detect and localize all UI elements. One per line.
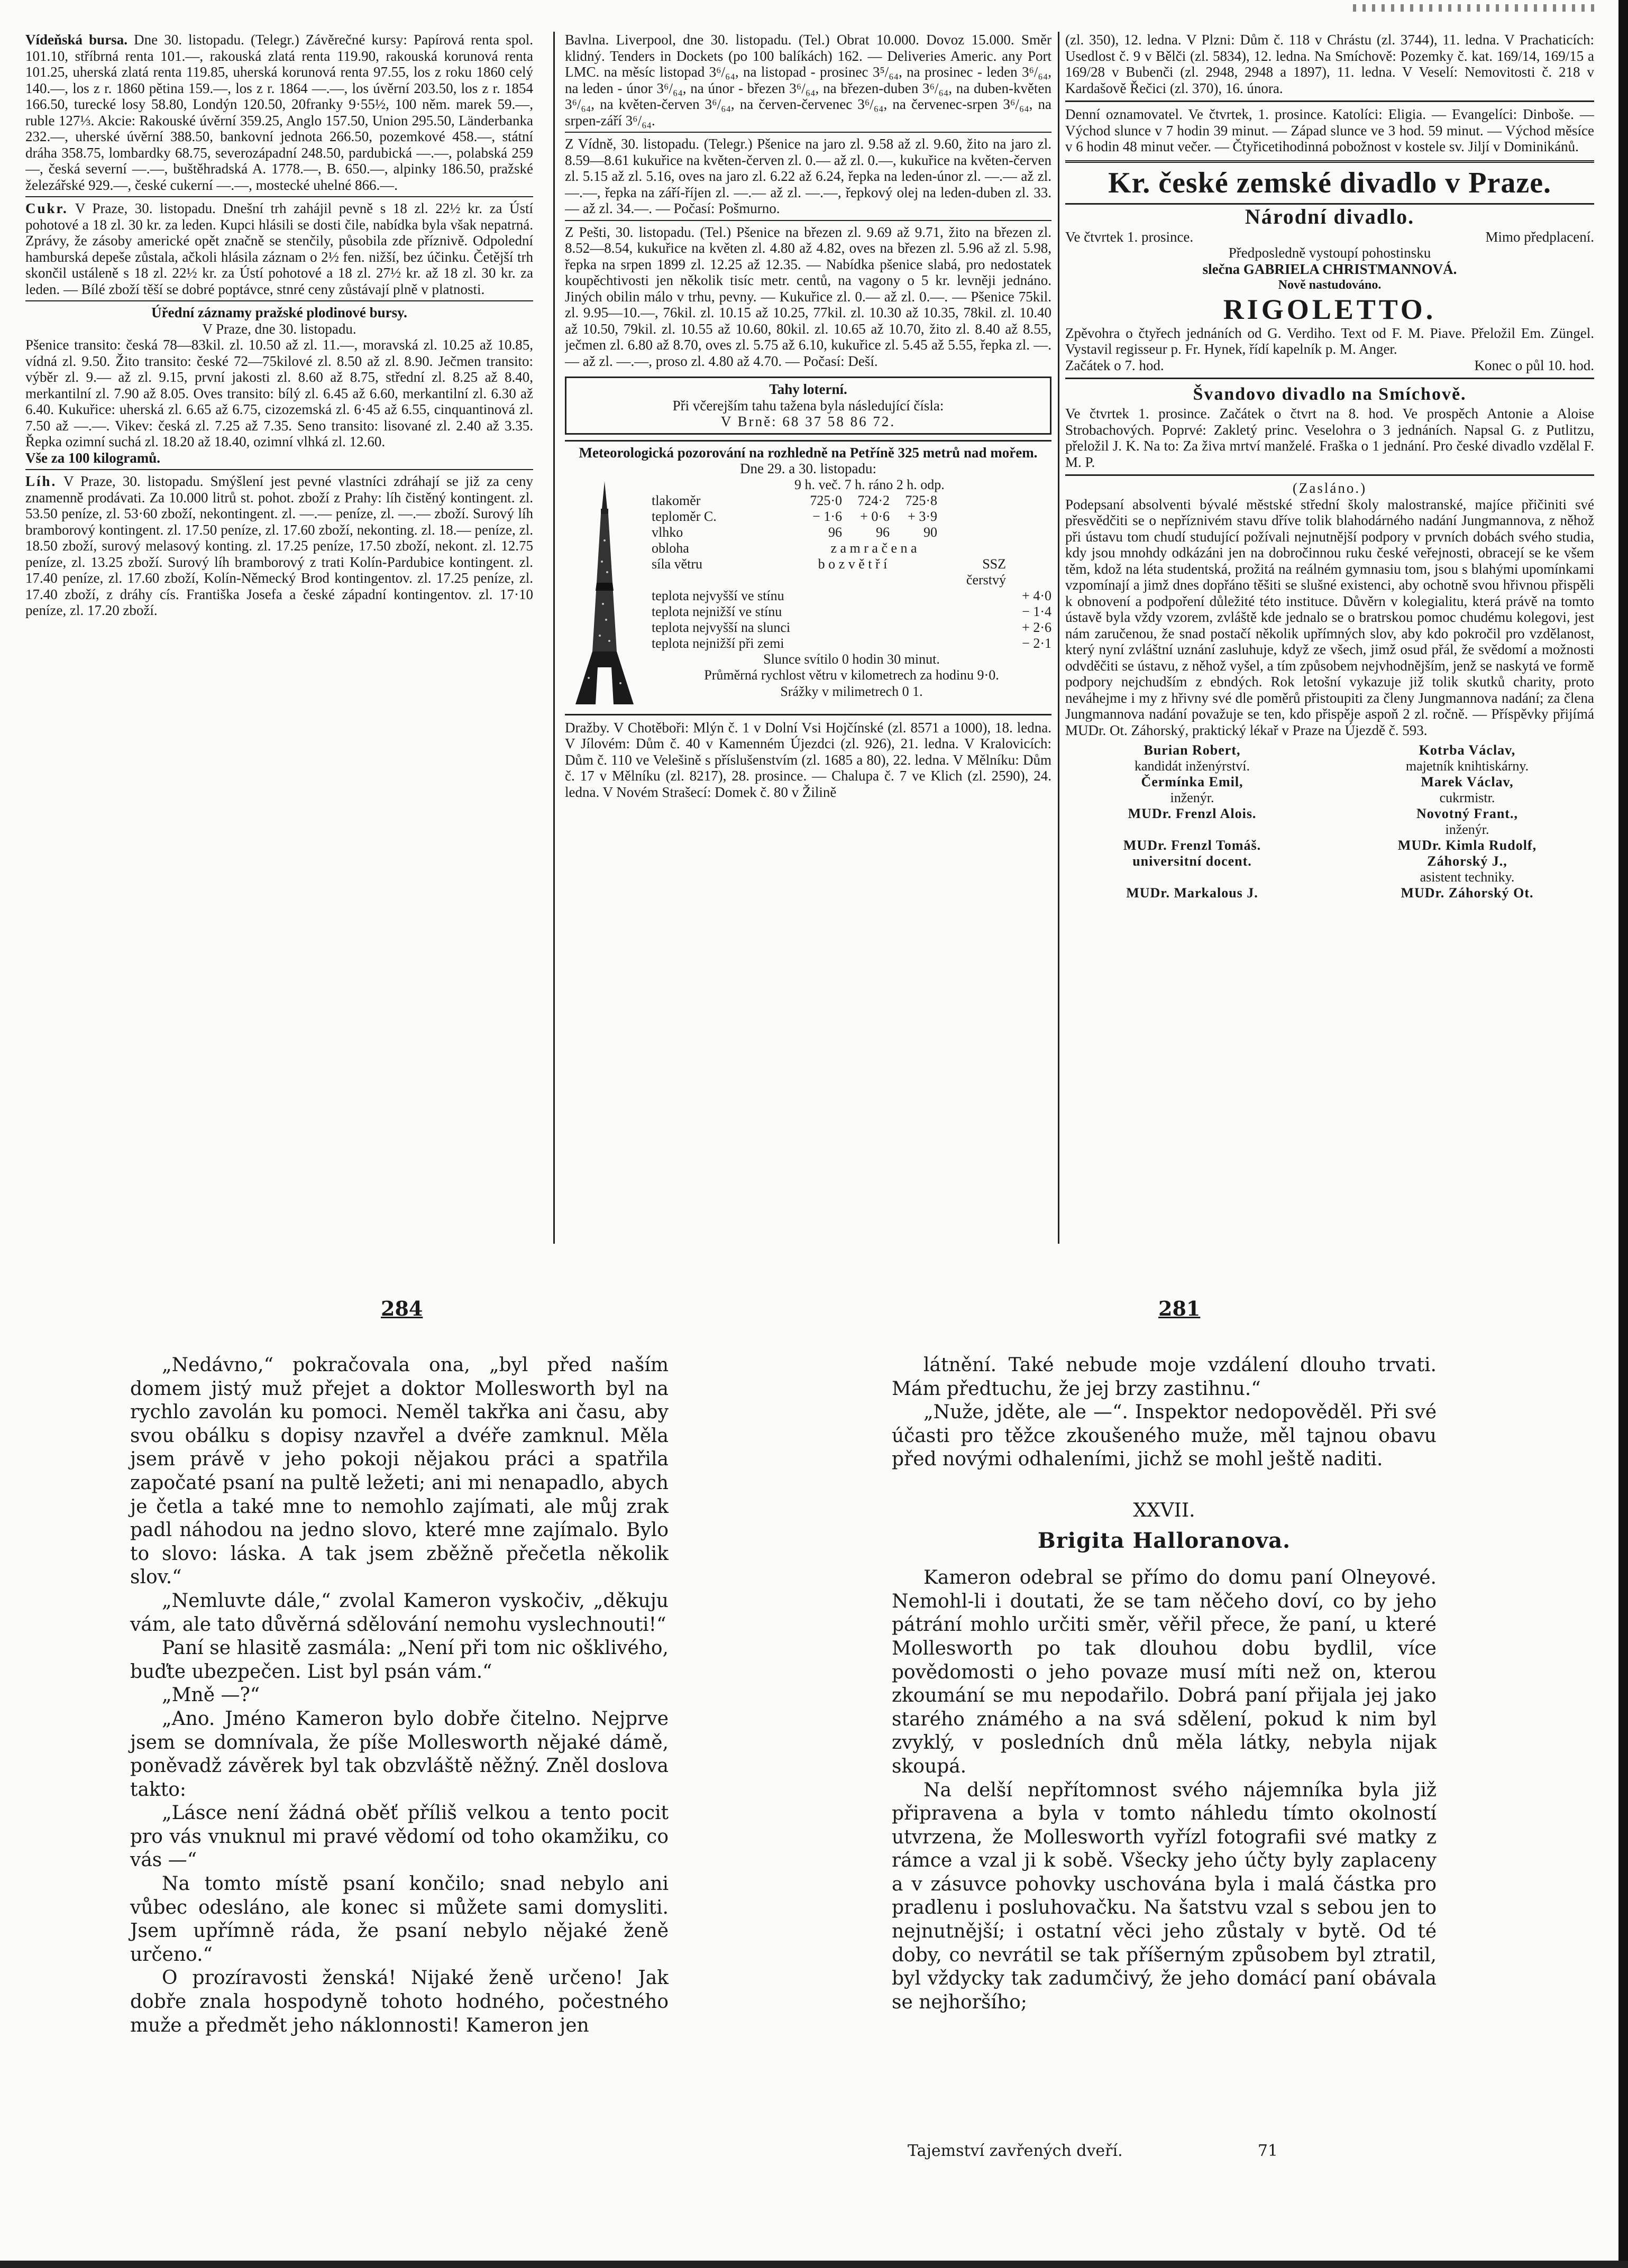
divider — [25, 300, 533, 301]
meteorology-value: − 1·6 — [812, 508, 842, 524]
meteorology-sunshine: Slunce svítilo 0 hodin 30 minut. — [763, 651, 940, 667]
meteorology-table — [644, 477, 1051, 710]
svanda-theatre-heading: Švandovo divadlo na Smíchově. — [1193, 384, 1467, 404]
signatory — [1065, 838, 1319, 853]
paragraph: „Mně —?“ — [162, 1684, 260, 1706]
newspaper-column-1 — [25, 32, 533, 1244]
meteorology-label: vlhko — [652, 524, 683, 540]
signatory-title: cukrmistr. — [1439, 790, 1495, 805]
meteorology-row — [652, 509, 1051, 525]
meteorology-times: 9 h. več. 7 h. ráno 2 h. odp. — [794, 476, 945, 492]
sugar-section — [25, 200, 533, 297]
paragraph: „Lásce není žádná oběť příliš velkou a tento pocit pro vás vnuknul mi pravé vědomí od toho okamžiku, co vás —“ — [130, 1802, 669, 1871]
meteorology-value: 96 — [828, 524, 842, 540]
signatories — [1065, 742, 1594, 901]
divider — [25, 469, 533, 470]
meteorology-value: + 2·6 — [1022, 619, 1051, 635]
daily-announcer: Denní oznamovatel. Ve čtvrtek, 1. prosince. Katolíci: Eligia. — Evangelíci: Dinboše. — Východ slunce v 7 hodin 39 minut. — Západ slunce ve 3 hod. 59 minut. — Východ měsíce v 6 hodin 48 minut večer. — Čtyřicetihodinná pobožnost v kostele sv. Jiljí v Dominikánů. — [1065, 106, 1594, 154]
national-theatre-heading: Národní divadlo. — [1245, 204, 1415, 228]
signatory-title: inženýr. — [1445, 822, 1489, 837]
newspaper-column-2 — [565, 32, 1051, 1244]
meteorology-label: teplota nejvyšší ve stínu — [652, 587, 784, 603]
signatory — [1340, 853, 1594, 885]
top-edge-marks — [1353, 4, 1596, 12]
meteorology-value: 725·0 — [810, 492, 842, 508]
theatre-title: Kr. české zemské divadlo v Praze. — [1065, 160, 1594, 205]
petrin-tower-icon — [565, 477, 644, 710]
produce-bourse-heading: Úřední záznamy pražské plodinové bursy. — [151, 305, 407, 320]
signatory-title: asistent techniky. — [1420, 869, 1515, 885]
meteorology-value: SSZ čerstvý — [966, 556, 1006, 587]
chapter-title: Brigita Halloranova. — [1037, 1528, 1291, 1553]
lottery-box — [565, 377, 1051, 435]
meteorology-value: + 4·0 — [1022, 587, 1051, 603]
divider — [565, 132, 1051, 133]
novel-right-page — [892, 1354, 1437, 2014]
paragraph: Kameron odebral se přímo do domu paní Olneyové. Nemohl-li i doutati, že se tam něčeho doví, co by jeho pátrání mohlo určiti směr, věřil přece, že paní, u které Mollesworth po tak dlouhou dobu bydlil, více povědomosti o jeho povaze musí míti než on, kterou zkoumání se mu nepodařilo. Dobrá paní přijala jej jako starého známého a na svá sdělení, pokud k nim byl zvyklý, v posledních dnů měla látky, nebyla nijak skoupá. — [892, 1567, 1437, 1777]
divider — [565, 220, 1051, 221]
meteorology-extra-row — [652, 620, 1051, 636]
divider — [1065, 378, 1594, 379]
meteorology-body — [565, 477, 1051, 710]
meteorology-value — [1001, 540, 1048, 556]
signatory-title: kandidát inženýrství. — [1134, 758, 1250, 774]
lottery-line-2: V Brně: 68 37 58 86 72. — [720, 414, 896, 429]
meteorology-rain: Srážky v milimetrech 0 1. — [780, 683, 923, 699]
meteorology-row — [652, 525, 1051, 540]
scan-edge-bottom — [0, 2261, 1628, 2268]
svanda-theatre-text: Ve čtvrtek 1. prosince. Začátek o čtvrt na 8. hod. Ve prospěch Antonie a Aloise Strobachových. Poprvé: Zakletý princ. Veselohra o 3 jednáních. Napsal G. z Putlitzu, přeložil J. K. Na to: Za živa mrtví manželé. Fraška o 1 jednání. Pro české divadlo vzdělal F. M. P. — [1065, 406, 1594, 470]
sugar-text: V Praze, 30. listopadu. Dnešní trh zahájil pevně s 18 zl. 22½ kr. za Ústí pohotové a 18 zl. 30 kr. za leden. Kupci hlásili se dosti čile, nabídka byla však nepatrná. Zprávy, že zásoby americké opět značně se stenčily, působila zde příznivě. Odpolední hamburská depeše zůstala, ačkoli hlásila záznam o 2½ fen. nižší, bez účinku. Četější trh skončil ustáleně s 18 zl. 22½ kr. za Ústí pohotové a 18 zl. 27½ kr. až 18 zl. 30 kr. za leden. — Bílé zboží těší se dobré poptávce, stnré ceny zůstávají plně v platnosti. — [25, 200, 533, 297]
produce-bourse-note: Vše za 100 kilogramů. — [25, 449, 160, 466]
meteorology-value: b o z v ě t ř í — [818, 556, 888, 572]
guest-appearance: Předposledně vystoupí pohostinsku — [1228, 245, 1431, 261]
meteorology-value — [911, 556, 958, 588]
meteorology-value: z a m r a č e n a — [830, 540, 917, 556]
sugar-heading: Cukr. — [25, 200, 68, 216]
divider — [1065, 474, 1594, 476]
paragraph: „Ano. Jméno Kameron bylo dobře čitelno. Nejprve jsem se domnívala, že píše Mollesworth nějaké dámě, poněvadž závěrek byl tak obzvláště něžný. Zněl doslova takto: — [130, 1707, 669, 1801]
spirit-text: V Praze, 30. listopadu. Smýšlení jest pevné vlastníci zdráhají se již za ceny znamenně prodávati. Za 10.000 litrů st. pohot. zboží z Prahy: líh čistěný kontingent. zl. 53.50 peníze, zl. 53·60 zboží, nekontingent. zl. —.— peníze, zl. —.— zboží. Surový líh bramborový kontingent. zl. 17.50 peníze, zl. 17.60 zboží, nekonting. zl. 18.— peníze, zl. 18.50 zboží, surový melasový konting. zl. 17.25 peníze, 17.50 zboží, nekont. zl. 12.75 peníze, zl. 13.25 zboží. Surový líh bramborový z trati Kolín-Pardubice kontingent. zl. 17.40 peníze, zl. 17.60 zboží, Kolín-Německý Brod kontingentov. zl. 17.25 peníze, zl. 17.40 zboží, z dráhy cís. Františka Josefa a české západní kontingentov. zl. 17·10 peníze, zl. 17.20 zboží. — [25, 473, 533, 618]
vienna-bourse-section — [25, 32, 533, 193]
meteorology-value: 725·8 — [905, 492, 937, 508]
scan-edge-right — [1618, 0, 1628, 2268]
divider — [565, 714, 1051, 715]
signatory — [1340, 838, 1594, 853]
submitted-heading: (Zasláno.) — [1292, 480, 1367, 496]
meteorology-label: obloha — [652, 540, 689, 556]
signatory-title: majetník knihtiskárny. — [1405, 758, 1529, 774]
signatory-name: universitní docent. — [1132, 853, 1252, 869]
petrin-tower-illustration — [565, 477, 644, 710]
signatory-name: MUDr. Frenzl Tomáš. — [1123, 838, 1261, 853]
meteorology-date: Dne 29. a 30. listopadu: — [740, 461, 876, 476]
paragraph: O prozíravosti ženská! Nijaké ženě určeno! Jak dobře znala hospodyně tohoto hodného, počestného muže a předmět jeho náklonnosti! Kameron jen — [130, 1967, 669, 2036]
chapter-paragraphs — [892, 1566, 1437, 2014]
vienna-bourse-date: Dne 30. listopadu. (Telegr.) — [134, 32, 299, 48]
signatory-name: Marek Václav, — [1421, 774, 1514, 789]
signatory-name: MUDr. Záhorský Ot. — [1401, 885, 1534, 901]
signatory-name: MUDr. Markalous J. — [1126, 885, 1258, 901]
meteorology-row — [652, 493, 1051, 509]
divider — [25, 196, 533, 197]
meteorology-value: 724·2 — [857, 492, 890, 508]
signatory-name: Záhorský J., — [1427, 853, 1507, 869]
meteorology-value: 90 — [923, 524, 937, 540]
produce-bourse-date: V Praze, dne 30. listopadu. — [202, 320, 356, 337]
opera-end: Konec o půl 10. hod. — [1474, 357, 1594, 373]
meteorology-label: síla větru — [652, 556, 703, 572]
meteorology-value: − 1·4 — [1022, 603, 1051, 619]
signatory — [1065, 885, 1319, 901]
meteorology-rows — [652, 493, 1051, 588]
signatory-title: inženýr. — [1170, 790, 1214, 805]
vienna-bourse-text: Závěrečné kursy: Papírová renta spol. 101.10, stříbrná renta 101.—, rakouská zlatá renta 119.90, rakouská korunová renta 101.25, uherská zlatá renta 119.85, uherská korunová renta 97.55, los z roku 1860 celý 140.—, los z r. 1860 pětina 159.—, los z r. 1864 —.—, los úvěrní 203.50, los z r. 1854 166.50, turecké losy 58.80, Londýn 120.50, 20franky 9·55½, 100 něm. marek 59.—, ruble 127⅓. Akcie: Rakouské úvěrní 359.25, Anglo 157.50, Union 295.50, Länderbanka 232.—, uherské úvěrní 388.50, bankovní jednota 266.50, pozemkové 458.—, státní dráha 358.75, lombardky 68.75, severozápadní 248.50, pardubická —.—, polabská 259 —, česká severní —.—, buštěhradská A. 1778.—, B. 650.—, alpinky 186.50, pražské železářské 929.—, české cukerní —.—, mostecké uhelné 866.—. — [25, 32, 533, 193]
meteorology-value: + 0·6 — [860, 508, 890, 524]
cotton-text: Bavlna. Liverpool, dne 30. listopadu. (Tel.) Obrat 10.000. Dovoz 15.000. Směr klidný. Tenders in Dockets (po 100 balíkách) 162. — Deliveries Americ. any Port LMC. na měsíc listopad 3⁶/₆₄, na listopad - prosinec 3⁵/₆₄, na prosinec - leden 3⁶/₆₄, na leden - únor 3⁶/₆₄, na únor - březen 3⁶/₆₄, na březen-duben 3⁶/₆₄, na duben-květen 3⁶/₆₄, na květen-červen 3⁶/₆₄, na červen-červenec 3⁶/₆₄, na červenec-srpen 3⁶/₆₄, na srpen-září 3⁶/₆₄. — [565, 32, 1051, 128]
theatre-subscription: Mimo předplacení. — [1485, 228, 1594, 245]
spirit-section — [25, 473, 533, 619]
signature-mark: 71 — [1257, 2142, 1278, 2160]
meteorology-label: teplota nejvyšší na slunci — [652, 619, 791, 635]
paragraph: látnění. Také nebude moje vzdálení dlouho trvati. Mám předtuchu, že jej brzy zastihnu.“ — [892, 1354, 1437, 1400]
meteorology-value: 96 — [876, 524, 890, 540]
meteorology-row — [652, 540, 1051, 556]
signatory-name: Kotrba Václav, — [1419, 742, 1516, 758]
vienna-produce-text: Z Vídně, 30. listopadu. (Telegr.) Pšenice na jaro zl. 9.58 až zl. 9.60, žito na jaro zl. 8.59—8.61 kukuřice na květen-červen zl. 0.— až zl. 0.—, kukuřice na květen-červen zl. 5.15 až zl. 5.16, oves na jaro zl. 6.22 až 6.24, řepka na leden-únor zl. —.— až zl. —.—, řepka na září-říjen zl. —.— až zl. —.—, řepkový olej na leden-duben zl. 33.— až zl. 34.—. — Počasí: Pošmurno. — [565, 136, 1051, 216]
spirit-heading: Líh. — [25, 473, 57, 489]
opera-title: RIGOLETTO. — [1223, 293, 1437, 325]
meteorology-label: tlakoměr — [652, 492, 701, 508]
right-page-paragraphs — [892, 1354, 1437, 1472]
meteorology-label: teplota nejnižší při zemi — [652, 635, 784, 651]
opera-description: Zpěvohra o čtyřech jednáních od G. Verdiho. Text od F. M. Piave. Přeložil Em. Züngel. Vystavil regisseur p. Fr. Hynek, řídí kapelník p. M. Anger. — [1065, 325, 1594, 357]
signatory-name: Burian Robert, — [1144, 742, 1241, 758]
newspaper-clipping — [25, 32, 1607, 1244]
opera-times — [1065, 357, 1594, 374]
vienna-bourse-heading: Vídeňská bursa. — [25, 32, 127, 48]
meteorology-label: teploměr C. — [652, 508, 717, 524]
signatory — [1340, 742, 1594, 774]
left-page-paragraphs — [130, 1354, 669, 2037]
theatre-date-row — [1065, 229, 1594, 245]
signatory — [1340, 774, 1594, 806]
meteorology-extra-row — [652, 604, 1051, 620]
paragraph: „Nedávno,“ pokračovala ona, „byl před naším domem jistý muž přejet a doktor Mollesworth byl na rychlo zavolán ku pomoci. Neměl takřka ani času, aby svou obálku s dopisy nzavřel a dvéře zamknul. Měla jsem právě v jeho pokoji nějakou práci a spatřila započaté psaní na pultě ležeti; ani mi nenapadlo, abych je četla a také mne to nemohlo zajímati, ale můj zrak padl náhodou na jedno slovo, které mne zajímalo. Bylo to slovo: láska. A tak jsem zběžně přečetla několik slov.“ — [130, 1354, 669, 1588]
submitted-text: Podepsaní absolventi bývalé městské střední školy malostranské, majíce přičiniti své přesvědčiti se o nepříznivém stavu dříve tolik blahodárného nadání Jungmannova, z něhož při ústavu tom chudí studující požívali nejnutnější podpory v prvních dobách svého studia, kdy jsou mnohdy odkázáni jen na dobročinnou ruku české veřejnosti, obracejí se ke všem těm, kdož na léta studentská, prožitá na reálném gymnasiu tom, jsou s blahými upomínkami vzpomínají a jimž dnes dopřáno těšiti se slušné existenci, aby ochotně svou hřivnou přispěli k obnovení a podpoření důležité této instituce. Důvěrn v kolegialitu, která právě na tomto ústavě byla vždy vzorem, zvláště kde jednalo se o bratrskou pomoc chudému kolegovi, jest nám zaručenou, že snad postačí několik upřímných slov, aby kdo pokročil pro vzdělanost, který nyní zvláštní uznání zasluhuje, když ze všech, jimž osud přál, že svědomí a možnosti odvděčiti se ústavu, z něhož vyšel, a tím způsobem nejvhodnějším, jenž se naskytá ve formě podpory nejchudším z ebndých. Rok letošní vykazuje již tolik skutků charity, proto neváhejme i my z hřivny své dle poměrů přistoupiti za členy Jungmannova nadání; za člena Jungmannova nadání považuje se ten, kdo přispěje aspoň 2 zl. ročně. — Příspěvky přijímá MUDr. Ot. Záhorský, praktický lékař v Praze na Újezdě č. 593. — [1065, 496, 1594, 738]
signatory — [1065, 742, 1319, 774]
paragraph: Na tomto místě psaní končilo; snad nebylo ani vůbec odesláno, ale konec si můžete sami domysliti. Jsem upřímně ráda, že psaní nebylo nějaké ženě určeno.“ — [130, 1873, 669, 1966]
meteorology-value — [953, 540, 1001, 556]
page-footer — [892, 2142, 1437, 2160]
chapter-number: XXVII. — [1133, 1499, 1195, 1521]
meteorology-row — [652, 556, 1051, 588]
novel-left-page — [130, 1354, 669, 2037]
signatory-name: Novotný Frant., — [1416, 806, 1518, 821]
meteorology-value: − 2·1 — [1022, 635, 1051, 651]
theatre-date: Ve čtvrtek 1. prosince. — [1065, 228, 1194, 245]
meteorology-extra-row — [652, 636, 1051, 651]
signatory-name: MUDr. Frenzl Alois. — [1128, 806, 1257, 821]
column-rule — [1058, 32, 1059, 1244]
column-rule — [553, 32, 555, 1244]
meteorology-wind: Průměrná rychlost větru v kilometrech za hodinu 9·0. — [704, 667, 999, 683]
lottery-line-1: Při včerejším tahu tažena byla následující čísla: — [672, 397, 944, 414]
meteorology-extra-row — [652, 588, 1051, 604]
signatory — [1065, 853, 1319, 885]
newspaper-column-3 — [1065, 32, 1594, 1244]
meteorology-value: + 3·9 — [908, 508, 937, 524]
signatory-name: Čermínka Emil, — [1141, 774, 1243, 789]
signatory-name: MUDr. Kimla Rudolf, — [1397, 838, 1537, 853]
paragraph: Paní se hlasitě zasmála: „Není při tom nic ošklivého, buďte ubezpečen. List byl psán vám.“ — [130, 1637, 669, 1683]
lottery-heading: Tahy loterní. — [769, 381, 847, 397]
paragraph: „Nemluvte dále,“ zvolal Kameron vyskočiv, „děkuju vám, ale tato důvěrná sdělování nemohu vyslechnouti!“ — [130, 1590, 669, 1636]
auctions-continued: (zl. 350), 12. ledna. V Plzni: Dům č. 118 v Chrástu (zl. 3744), 11. ledna. V Prachaticích: Usedlost č. 9 v Bělči (zl. 5834), 12. ledna. Na Smíchově: Pozemky č. kat. 169/14, 169/15 a 169/28 v Bubenči (zl. 2948, 2948 a 1897), 11. ledna. V Veselí: Nemovitosti č. 218 v Kardašově Řečici (zl. 370), 16. února. — [1065, 32, 1594, 96]
meteorology-section — [565, 440, 1051, 710]
divider — [1065, 100, 1594, 102]
meteorology-extra — [652, 588, 1051, 651]
signatory — [1065, 806, 1319, 838]
right-page-number: 281 — [1158, 1297, 1201, 1320]
new-production: Nově nastudováno. — [1278, 278, 1382, 292]
book-title-footer: Tajemství zavřených dveří. — [908, 2142, 1123, 2160]
opera-start: Začátek o 7. hod. — [1065, 357, 1164, 373]
signatory — [1340, 806, 1594, 838]
signatory — [1065, 774, 1319, 806]
left-page-number: 284 — [381, 1297, 423, 1320]
guest-singer: slečna GABRIELA CHRISTMANNOVÁ. — [1202, 261, 1457, 277]
signatory — [1340, 885, 1594, 901]
pest-produce-text: Z Pešti, 30. listopadu. (Tel.) Pšenice na březen zl. 9.69 až 9.71, žito na březen zl. 8.52—8.54, kukuřice na květen zl. 4.80 až 4.82, oves na březen zl. 5.96 až zl. 5.98, řepka na srpen 1899 zl. 12.25 až 12.35. — Nabídka pšenice slabá, pro nedostatek koupěchtivosti jen několik tisíc metr. centů, na vagony o 5 kr. levněji jednáno. Jiných obilin málo v trhu, pevny. — Kukuřice zl. 0.— až zl. 0.—. — Pšenice 75kil. zl. 9.95—10.—, 76kil. zl. 10.15 až 10.25, 77kil. zl. 10.30 až 10.35, 78kil. zl. 10.40 až 10.50, 79kil. zl. 10.55 až 10.60, 80kil. zl. 10.65 až 10.70, žito zl. 8.40 až 8.55, ječmen zl. 6.80 až 8.70, oves zl. 5.75 až 6.10, kukuřice zl. 5.45 až 5.55, řepka zl. —.— až zl. —.—, proso zl. 4.80 až 4.70. — Počasí: Deší. — [565, 224, 1051, 369]
paragraph: „Nuže, jděte, ale —“. Inspektor nedopověděl. Při své účasti pro těžce zkoušeného muže, měl tajnou obavu před novými odhaleními, jichž se mohl ještě naditi. — [892, 1401, 1437, 1471]
auctions-text: Dražby. V Chotěboři: Mlýn č. 1 v Dolní Vsi Hojčínské (zl. 8571 a 1000), 18. ledna. V Jílovém: Dům č. 40 v Kamenném Újezdci (zl. 926), 21. ledna. V Kralovicích: Dům č. 110 ve Velešině s příslušenstvím (zl. 1685 a 80), 22. ledna. V Mělníku: Dům č. 17 v Mělníku (zl. 8217), 28. prosince. — Chalupa č. 7 ve Klich (zl. 2590), 24. ledna. V Novém Strašecí: Domek č. 80 v Žilině — [565, 719, 1051, 800]
paragraph: Na delší nepřítomnost svého nájemníka byla již připravena a byla v tomto náhledu tímto okolností utvrzena, že Mollesworth vyřízl fotografii své matky z rámce a vzal ji k sobě. Všecky jeho účty byly zaplaceny a v zásuvce pohovky uschována byla i malá částka pro pradlenu i posluhovačku. Na šatstvu vzal s sebou jen to nejnutnější; i ostatní věci jeho zůstaly v bytě. Od té doby, co nevrátil se tak příšerným způsobem byl ztratil, byl vždycky tak zadumčivý, že jeho domácí paní obávala se nejhoršího; — [892, 1779, 1437, 2013]
meteorology-heading: Meteorologická pozorování na rozhledně na Petříně 325 metrů nad mořem. — [579, 444, 1038, 461]
meteorology-label: teplota nejnižší ve stínu — [652, 603, 782, 619]
produce-bourse-text: Pšenice transito: česká 78—83kil. zl. 10.50 až zl. 11.—, moravská zl. 10.25 až 10.85, vídná zl. 9.50. Žito transito: české 72—75kilové zl. 8.50 až zl. 8.90. Ječmen transito: výběr zl. 9.— až zl. 9.15, první jakosti zl. 8.60 až 8.75, střední zl. 8.25 až 8.40, merkantilní zl. 7.90 až 8.05. Oves transito: bílý zl. 6.45 až 6.60, merkantilní zl. 6.30 až 6.40. Kukuřice: uherská zl. 6.65 až 6.75, cizozemská zl. 6·45 až 6.55, cinquantinová zl. 7.50 až —.—. Vikev: česká zl. 7.25 až 7.35. Seno transito: lisované zl. 2.40 až 3.35. Řepka ozimní suchá zl. 18.20 až 18.40, ozimní vlhká zl. 12.60. — [25, 337, 533, 449]
